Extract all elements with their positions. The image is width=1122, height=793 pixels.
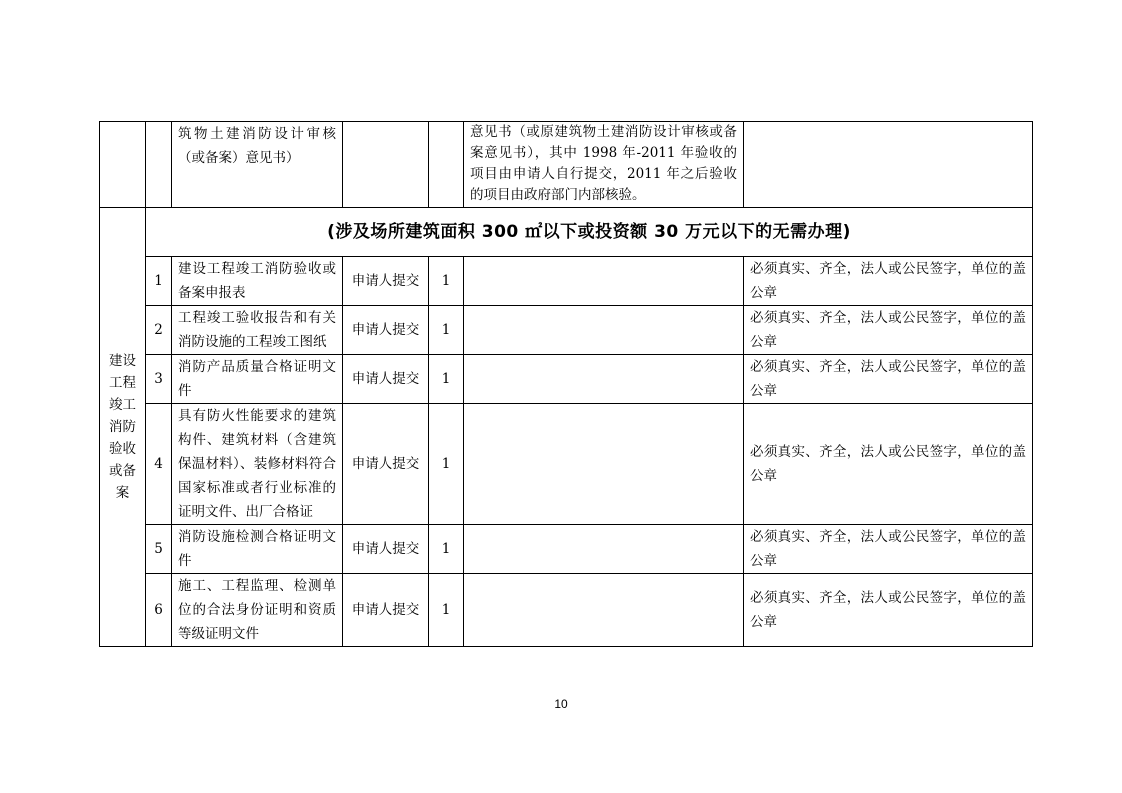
row-number: 2: [146, 306, 172, 355]
material-cell: 具有防火性能要求的建筑构件、建筑材料（含建筑保温材料）、装修材料符合国家标准或者行业标准的证明文件、出厂合格证: [172, 404, 343, 525]
material-cell: 建设工程竣工消防验收或备案申报表: [172, 257, 343, 306]
requirement-cell: 必须真实、齐全，法人或公民签字，单位的盖公章: [744, 574, 1033, 647]
empty-cell: [146, 122, 172, 208]
note-cell: [464, 525, 744, 574]
row-number: 6: [146, 574, 172, 647]
requirement-cell: 必须真实、齐全，法人或公民签字，单位的盖公章: [744, 306, 1033, 355]
requirement-cell: 必须真实、齐全，法人或公民签字，单位的盖公章: [744, 257, 1033, 306]
materials-table: [99, 121, 1033, 647]
source-cell: 申请人提交: [343, 574, 429, 647]
table-row: [100, 574, 1033, 647]
requirement-cell: 必须真实、齐全，法人或公民签字，单位的盖公章: [744, 355, 1033, 404]
row-number: 4: [146, 404, 172, 525]
material-cell: 工程竣工验收报告和有关消防设施的工程竣工图纸: [172, 306, 343, 355]
note-cell: [464, 306, 744, 355]
table-row: [100, 404, 1033, 525]
source-cell: 申请人提交: [343, 355, 429, 404]
copies-cell: 1: [429, 306, 464, 355]
section-title-cell: 建设工程竣工消防验收或备案: [100, 208, 146, 647]
copies-cell: 1: [429, 525, 464, 574]
row-number: 3: [146, 355, 172, 404]
material-cell: 筑物土建消防设计审核（或备案）意见书）: [172, 122, 343, 208]
empty-cell: [343, 122, 429, 208]
row-number: 5: [146, 525, 172, 574]
material-cell: 施工、工程监理、检测单位的合法身份证明和资质等级证明文件: [172, 574, 343, 647]
page-number: 10: [554, 697, 568, 711]
copies-cell: 1: [429, 355, 464, 404]
table-row: [100, 355, 1033, 404]
copies-cell: 1: [429, 257, 464, 306]
source-cell: 申请人提交: [343, 404, 429, 525]
copies-cell: 1: [429, 404, 464, 525]
banner-row: [100, 208, 1033, 257]
note-cell: [464, 355, 744, 404]
source-cell: 申请人提交: [343, 306, 429, 355]
note-cell: [464, 257, 744, 306]
table-row: [100, 525, 1033, 574]
continuation-row: [100, 122, 1033, 208]
empty-cell: [100, 122, 146, 208]
empty-cell: [744, 122, 1033, 208]
material-cell: 消防产品质量合格证明文件: [172, 355, 343, 404]
banner-cell: (涉及场所建筑面积 300 ㎡以下或投资额 30 万元以下的无需办理): [146, 208, 1033, 257]
material-cell: 消防设施检测合格证明文件: [172, 525, 343, 574]
note-cell: 意见书（或原建筑物土建消防设计审核或备案意见书），其中 1998 年-2011 年验收的项目由申请人自行提交，2011 年之后验收的项目由政府部门内部核验。: [464, 122, 744, 208]
source-cell: 申请人提交: [343, 525, 429, 574]
table-row: [100, 306, 1033, 355]
note-cell: [464, 574, 744, 647]
copies-cell: 1: [429, 574, 464, 647]
note-cell: [464, 404, 744, 525]
source-cell: 申请人提交: [343, 257, 429, 306]
row-number: 1: [146, 257, 172, 306]
requirement-cell: 必须真实、齐全，法人或公民签字，单位的盖公章: [744, 404, 1033, 525]
table-row: [100, 257, 1033, 306]
requirement-cell: 必须真实、齐全，法人或公民签字，单位的盖公章: [744, 525, 1033, 574]
empty-cell: [429, 122, 464, 208]
